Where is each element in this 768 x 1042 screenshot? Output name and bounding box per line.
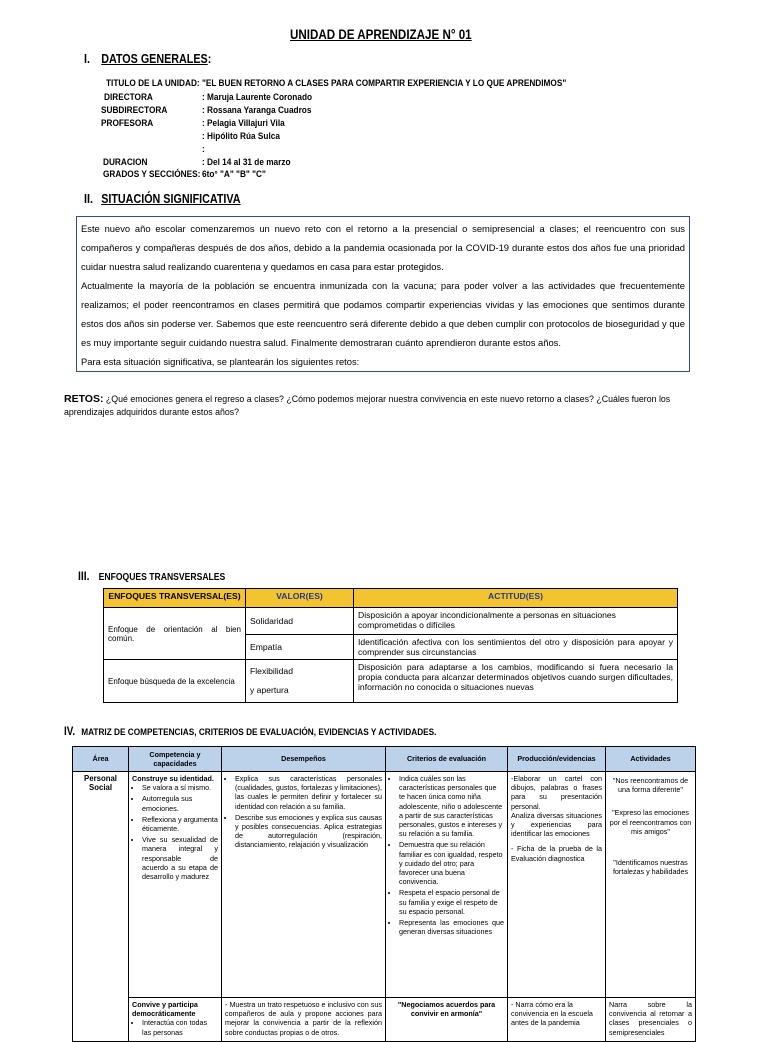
- matrix-header-competencia: Competencia y capacidades: [129, 747, 222, 772]
- valor-cell: Solidaridad: [246, 608, 354, 635]
- matrix-row: [73, 772, 696, 998]
- actividades-cell: Narra sobre la convivencia al retornar a clases presenciales o semipresenciales: [606, 998, 696, 1042]
- enfoques-row: [104, 608, 678, 635]
- section-1-colon: :: [207, 52, 212, 66]
- capacidad-item: • Vive su sexualidad de manera integral y responsable de acuerdo a su etapa de desarrollo y madurez: [142, 835, 218, 881]
- matrix-header-criterios: Criterios de evaluación: [386, 747, 508, 772]
- matrix-header-row: [73, 747, 696, 772]
- enfoque-cell: Enfoque búsqueda de la excelencia: [104, 660, 246, 703]
- section-1-number: I.: [84, 52, 90, 66]
- profesora-label: PROFESORA: [101, 118, 154, 129]
- desempenos-cell: [222, 772, 386, 998]
- document-title: UNIDAD DE APRENDIZAJE N° 01: [290, 27, 472, 42]
- criterio-item: • Respeta el espacio personal de su familia y exige el respeto de su espacio personal.: [399, 888, 504, 916]
- criterios-list: [389, 774, 504, 936]
- desempeno-item: • Describe sus emociones y explica sus causas y posibles consecuencias. Aplica estrategias de autorregulación (respiración, distanciamiento, relajación y visualización: [235, 813, 382, 850]
- capacidad-item: • Autorregula sus emociones.: [142, 794, 218, 812]
- criterio-item: • Indica cuáles son las características personales que te hacen única como niña adolescente, niño o adolescente a partir de sus características personales, gustos e intereses y su relación a su familia.: [399, 774, 504, 838]
- section-4-heading: [64, 726, 436, 738]
- produccion-cell: - Narra cómo era la convivencia en la escuela antes de la pandemia: [508, 998, 606, 1042]
- section-2-number: II.: [84, 192, 93, 206]
- competencia-cell: [129, 998, 222, 1042]
- enfoques-header-enfoque: ENFOQUES TRANSVERSAL(ES): [104, 589, 246, 608]
- retos-label: RETOS:: [64, 393, 104, 405]
- situation-paragraph-3: Para esta situación significativa, se plantearán los siguientes retos:: [81, 356, 360, 367]
- produccion-item: Analiza diversas situaciones y experiencias para identificar las emociones: [511, 810, 602, 839]
- section-1-heading: [84, 52, 211, 66]
- profesora-value-2: : Hipólito Rúa Sulca: [202, 131, 280, 142]
- section-4-label: MATRIZ DE COMPETENCIAS, CRITERIOS DE EVALUACIÓN, EVIDENCIAS Y ACTIVIDADES.: [81, 727, 437, 738]
- criterios-cell: "Negociamos acuerdos para convivir en armonía": [386, 998, 508, 1042]
- actitud-cell: Disposición para adaptarse a los cambios, modificando si fuera necesario la propia conducta para alcanzar determinados objetivos cuando surgen dificultades, información no conocida o situaciones nuevas: [354, 660, 678, 703]
- blank-entry: :: [202, 144, 205, 155]
- desempeno-item: • Explica sus características personales (cualidades, gustos, fortalezas y limitaciones), las cuales le permiten definir y fortalecer su identidad con relación a su familia.: [235, 774, 382, 811]
- section-3-label: ENFOQUES TRANSVERSALES: [98, 572, 226, 583]
- retos-text: ¿Qué emociones genera el regreso a clases? ¿Cómo podemos mejorar nuestra convivencia en este nuevo retorno a clases? ¿Cuáles fueron los aprendizajes adquiridos durante estos años?: [64, 394, 671, 417]
- matrix-header-produccion: Producción/evidencias: [508, 747, 606, 772]
- matrix-header-actividades: Actividades: [606, 747, 696, 772]
- grados-label: GRADOS Y SECCIÓNES:: [103, 169, 201, 180]
- directora-value: : Maruja Laurente Coronado: [202, 92, 313, 103]
- matrix-row: [73, 998, 696, 1042]
- matrix-header-desempenos: Desempeños: [222, 747, 386, 772]
- actividad-item: "Identificamos nuestras fortalezas y habilidades: [612, 858, 689, 877]
- valor-line-2: y apertura: [250, 685, 289, 695]
- situation-box: [76, 216, 690, 372]
- subdirectora-value: : Rossana Yaranga Cuadros: [202, 105, 312, 116]
- enfoques-table: [103, 588, 678, 703]
- profesora-value-1: : Pelagia Villajuri Vila: [202, 118, 285, 129]
- competencia-title: Construye su identidad.: [132, 774, 214, 783]
- situation-paragraph-1: Este nuevo año escolar comenzaremos un nuevo reto con el retorno a la presencial o semipresencial a clases; el reencuentro con sus compañeros y compañeras después de dos años, debido a la pandemia ocasionada por la COVID-19 durante estos dos años fue una prioridad cuidar nuestra salud realizando cuarentena y quedamos en casa para estar protegidos.: [81, 223, 685, 272]
- section-1-label: DATOS GENERALES: [101, 52, 208, 66]
- desempenos-cell: - Muestra un trato respetuoso e inclusivo con sus compañeros de aula y propone acciones para mejorar la convivencia a partir de la reflexión sobre conductas propias o de otros.: [222, 998, 386, 1042]
- desempenos-list: [225, 774, 382, 850]
- enfoques-row: [104, 660, 678, 703]
- section-2-heading: [84, 192, 241, 206]
- section-3-number: III.: [78, 569, 90, 583]
- duracion-value: : Del 14 al 31 de marzo: [202, 157, 291, 168]
- directora-label: DIRECTORA: [104, 92, 153, 103]
- capacidades-list: [132, 783, 218, 881]
- capacidad-item: • Reflexiona y argumenta éticamente.: [142, 815, 218, 833]
- produccion-item: -Elaborar un cartel con dibujos, palabras o frases para su presentación personal.: [511, 774, 602, 811]
- area-cell: Personal Social: [73, 772, 129, 1042]
- section-2-label: SITUACIÓN SIGNIFICATIVA: [101, 192, 241, 206]
- actividades-cell: [606, 772, 696, 998]
- actividad-item: "Expreso las emociones por el reencontramos con mis amigos": [609, 808, 692, 836]
- section-4-number: IV.: [64, 726, 76, 738]
- grados-value: 6to° "A" "B" "C": [202, 169, 266, 180]
- actitud-cell: Disposición a apoyar incondicionalmente a personas en situaciones comprometidas o difíciles: [354, 608, 678, 635]
- valor-cell: [246, 660, 354, 703]
- capacidad-item: • Interactúa con todas las personas: [142, 1018, 218, 1036]
- unit-title: TITULO DE LA UNIDAD: "EL BUEN RETORNO A CLASES PARA COMPARTIR EXPERIENCIA Y LO QUE APRENDIMOS": [106, 78, 567, 89]
- valor-line-1: Flexibilidad: [250, 666, 293, 676]
- capacidad-item: • Se valora a sí mismo.: [142, 783, 218, 792]
- competencia-title: Convive y participa democráticamente: [132, 1000, 198, 1019]
- matrix-header-area: Área: [73, 747, 129, 772]
- criterio-item: • Demuestra que su relación familiar es con igualdad, respeto y cuidado del otro; para favorecer una buena convivencia.: [399, 840, 504, 886]
- criterios-cell: [386, 772, 508, 998]
- duracion-label: DURACION: [103, 157, 148, 168]
- produccion-item: - Ficha de la prueba de la Evaluación diagnostica: [511, 844, 602, 863]
- retos-paragraph: [64, 393, 714, 419]
- actividad-item: "Nos reencontramos de una forma diferente": [612, 776, 689, 795]
- competencia-cell: [129, 772, 222, 998]
- enfoque-cell: Enfoque de orientación al bien común.: [104, 608, 246, 660]
- competencias-matrix: [72, 746, 696, 1042]
- subdirectora-label: SUBDIRECTORA: [101, 105, 168, 116]
- situation-paragraph-2: Actualmente la mayoría de la población se encuentra inmunizada con la vacuna; para poder volver a las actividades que frecuentemente realizamos; el poder reencontramos en clases permitirá que podamos compartir experiencias vividas y las emociones que sentimos durante estos dos años sin poderse ver. Sabemos que este reencuentro será diferente debido a que deben cumplir con protocolos de bioseguridad y que es muy importante seguir cuidando nuestra salud. Finalmente demostraran cuánto aprendieron durante estos años.: [81, 280, 685, 348]
- valor-cell: Empatía: [246, 635, 354, 660]
- enfoques-header-actitud: ACTITUD(ES): [354, 589, 678, 608]
- enfoques-header-row: [104, 589, 678, 608]
- criterio-item: • Representa las emociones que generan diversas situaciones: [399, 918, 504, 936]
- actitud-cell: Identificación afectiva con los sentimientos del otro y disposición para apoyar y comprender sus circunstancias: [354, 635, 678, 660]
- produccion-cell: [508, 772, 606, 998]
- section-3-heading: [78, 569, 225, 583]
- enfoques-header-valor: VALOR(ES): [246, 589, 354, 608]
- capacidades-list: [132, 1018, 218, 1036]
